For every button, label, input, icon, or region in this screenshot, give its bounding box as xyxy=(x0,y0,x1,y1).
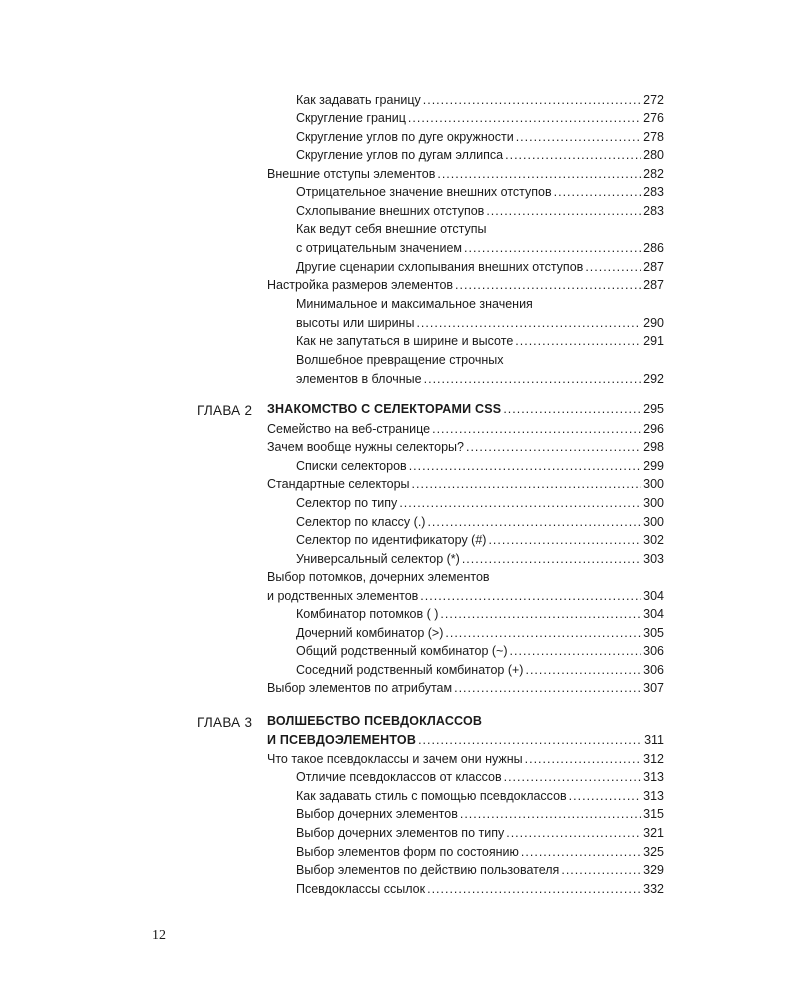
toc-entry: Минимальное и максимальное значения высоты или ширины ..... 290 xyxy=(296,296,664,333)
toc-entry: Выбор дочерних элементов ..... 315 xyxy=(296,806,664,825)
toc-entry: Скругление углов по дуге окружности ..... 278 xyxy=(296,129,664,148)
toc-entry: Универсальный селектор (*) ..... 303 xyxy=(296,551,664,570)
chapter-3-label: ГЛАВА 3 xyxy=(197,715,253,730)
chapter-3-title: ВОЛШЕБСТВО ПСЕВДОКЛАССОВ И ПСЕВДОЭЛЕМЕНТОВ ..... 311 xyxy=(267,713,664,750)
toc-entry: Стандартные селекторы ..... 300 xyxy=(267,476,664,495)
toc-entry: Комбинатор потомков ( ) ..... 304 xyxy=(296,606,664,625)
toc-entry: Волшебное превращение строчных элементов в блочные ..... 292 xyxy=(296,352,664,389)
chapter-2-title: ЗНАКОМСТВО С СЕЛЕКТОРАМИ CSS ..... 295 xyxy=(267,401,664,420)
chapter-2-label: ГЛАВА 2 xyxy=(197,403,253,418)
toc-entry: Как не запутаться в ширине и высоте ..... 291 xyxy=(296,333,664,352)
toc-entry: Выбор элементов по действию пользователя ..... 329 xyxy=(296,862,664,881)
toc-entry: Общий родственный комбинатор (~) ..... 306 xyxy=(296,643,664,662)
toc-entry: Скругление углов по дугам эллипса ..... 280 xyxy=(296,147,664,166)
toc-entry: Отрицательное значение внешних отступов ..... 283 xyxy=(296,184,664,203)
toc-entry: Как задавать границу ..... 272 xyxy=(296,92,664,111)
toc-entry: Селектор по классу (.) ..... 300 xyxy=(296,514,664,533)
toc-entry: Соседний родственный комбинатор (+) ..... 306 xyxy=(296,662,664,681)
toc-entry: Селектор по идентификатору (#) ..... 302 xyxy=(296,532,664,551)
page-number: 12 xyxy=(152,928,166,943)
toc-entry: Как задавать стиль с помощью псевдоклассов ..... 313 xyxy=(296,788,664,807)
toc-entry: Внешние отступы элементов ..... 282 xyxy=(267,166,664,185)
toc-entry: Отличие псевдоклассов от классов ..... 313 xyxy=(296,769,664,788)
toc-entry: Выбор элементов по атрибутам ..... 307 xyxy=(267,680,664,699)
toc-entry: Семейство на веб-странице ..... 296 xyxy=(267,421,664,440)
toc-entry: Скругление границ ..... 276 xyxy=(296,110,664,129)
toc-entry: Списки селекторов ..... 299 xyxy=(296,458,664,477)
toc-entry: Что такое псевдоклассы и зачем они нужны ..... 312 xyxy=(267,751,664,770)
toc-entry: Зачем вообще нужны селекторы? ..... 298 xyxy=(267,439,664,458)
toc-entry: Селектор по типу ..... 300 xyxy=(296,495,664,514)
toc-entry: Дочерний комбинатор (>) ..... 305 xyxy=(296,625,664,644)
toc-entry: Выбор дочерних элементов по типу ..... 321 xyxy=(296,825,664,844)
toc-entry: Выбор потомков, дочерних элементов и родственных элементов ..... 304 xyxy=(267,569,664,606)
toc-entry: Другие сценарии схлопывания внешних отступов ..... 287 xyxy=(296,259,664,278)
toc-entry: Схлопывание внешних отступов ..... 283 xyxy=(296,203,664,222)
toc-entry: Псевдоклассы ссылок ..... 332 xyxy=(296,881,664,900)
toc-entry: Выбор элементов форм по состоянию ..... 325 xyxy=(296,844,664,863)
toc-entry: Настройка размеров элементов ..... 287 xyxy=(267,277,664,296)
toc-entry: Как ведут себя внешние отступы с отрицательным значением ..... 286 xyxy=(296,221,664,258)
